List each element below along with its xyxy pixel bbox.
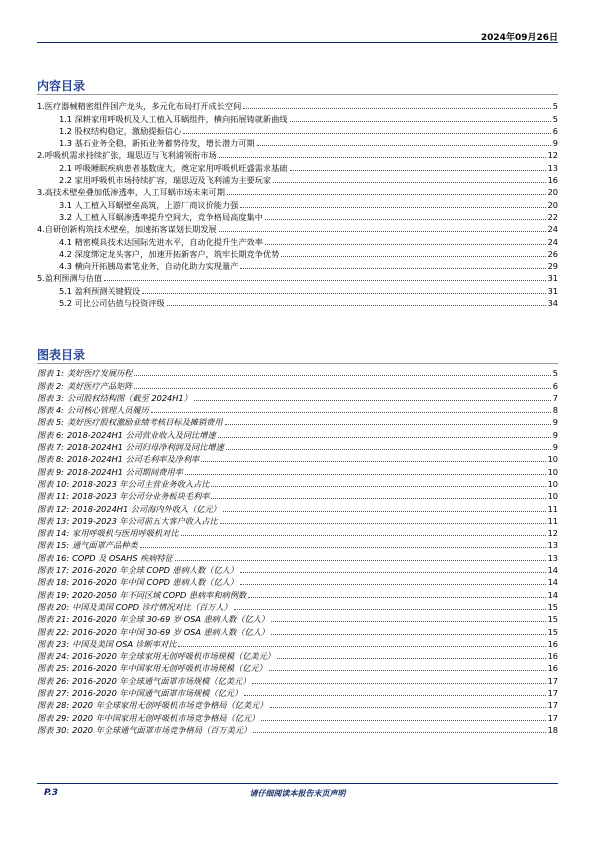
figure-entry-label[interactable]: 图表 24: bbox=[37, 651, 70, 662]
figure-entry-page[interactable]: 15 bbox=[547, 601, 558, 612]
figure-entry-label[interactable]: 图表 5: bbox=[37, 417, 64, 428]
figure-entry[interactable] bbox=[37, 698, 558, 710]
figure-entry-title[interactable]: 2018-2024H1 公司期间费用率 bbox=[66, 466, 183, 477]
dot-leader bbox=[185, 474, 546, 475]
contents-entry-title[interactable]: 5.1 盈利预测关键假设 bbox=[59, 285, 141, 296]
figure-entry[interactable] bbox=[37, 661, 558, 673]
footer-divider bbox=[37, 783, 558, 784]
dot-leader bbox=[183, 133, 551, 134]
figure-entry[interactable] bbox=[37, 673, 558, 685]
figure-entry[interactable] bbox=[37, 723, 558, 735]
contents-entry[interactable] bbox=[37, 124, 558, 136]
figure-entry-label[interactable]: 图表 4: bbox=[37, 405, 64, 416]
figure-entry-label[interactable]: 图表 23: bbox=[37, 638, 70, 649]
figure-entry-label[interactable]: 图表 1: bbox=[37, 368, 64, 379]
figure-entry[interactable] bbox=[37, 649, 558, 661]
figure-entry-title[interactable]: 2016-2020 年全球通气面罩市场规模（亿美元） bbox=[72, 675, 251, 686]
dot-leader bbox=[140, 547, 546, 548]
figures-title: 图表目录 bbox=[37, 348, 86, 362]
figure-entry-title[interactable]: 2020-2050 年不同区域 COPD 患病率和病例数 bbox=[72, 589, 247, 600]
figure-entry-page[interactable]: 7 bbox=[552, 392, 558, 403]
figure-entry-label[interactable]: 图表 18: bbox=[37, 577, 70, 588]
figure-entry-label[interactable]: 图表 6: bbox=[37, 429, 64, 440]
figure-entry-title[interactable]: 美好医疗发展历程 bbox=[66, 368, 133, 379]
figure-entry-page[interactable]: 17 bbox=[547, 688, 558, 699]
figure-entry[interactable] bbox=[37, 587, 558, 599]
figure-entry-page[interactable]: 9 bbox=[552, 442, 558, 453]
figure-entry-label[interactable]: 图表 25: bbox=[37, 663, 70, 674]
dot-leader bbox=[151, 412, 551, 413]
contents-entry-page[interactable]: 20 bbox=[547, 187, 558, 198]
dot-leader bbox=[290, 121, 551, 122]
contents-entry-page[interactable]: 24 bbox=[547, 236, 558, 247]
dot-leader bbox=[167, 305, 546, 306]
figure-entry-page[interactable]: 5 bbox=[552, 368, 558, 379]
contents-entry-page[interactable]: 16 bbox=[547, 175, 558, 186]
dot-leader bbox=[269, 670, 546, 671]
contents-entry-page[interactable]: 9 bbox=[552, 138, 558, 149]
figure-entry-label[interactable]: 图表 2: bbox=[37, 380, 64, 391]
figure-entry-page[interactable]: 16 bbox=[547, 638, 558, 649]
figure-entry[interactable] bbox=[37, 391, 558, 403]
dot-leader bbox=[134, 375, 550, 376]
dot-leader bbox=[253, 732, 545, 733]
figure-entry-label[interactable]: 图表 20: bbox=[37, 601, 70, 612]
figure-entry-title[interactable]: 中国及美国 OSA 诊断率对比 bbox=[72, 638, 177, 649]
figure-entry-title[interactable]: 2020 年全球通气面罩市场竞争格局（百万美元） bbox=[72, 724, 252, 735]
figure-entry[interactable] bbox=[37, 477, 558, 489]
figure-entry-label[interactable]: 图表 10: bbox=[37, 478, 70, 489]
contents-entry-title[interactable]: 5.盈利预测与估值 bbox=[37, 273, 103, 284]
contents-entry-page[interactable]: 5 bbox=[552, 101, 558, 112]
figure-entry[interactable] bbox=[37, 427, 558, 439]
contents-entry-title[interactable]: 4.2 深度绑定龙头客户，加速开拓新客户，筑牢长期竞争优势 bbox=[59, 248, 280, 259]
header-divider bbox=[37, 42, 558, 43]
figure-entry-page[interactable]: 10 bbox=[547, 491, 558, 502]
contents-title: 内容目录 bbox=[37, 79, 86, 93]
contents-entry-title[interactable]: 1.1 深耕家用呼吸机及人工植入耳蜗组件，横向拓展铸就新曲线 bbox=[59, 113, 288, 124]
dot-leader bbox=[270, 707, 546, 708]
contents-list bbox=[37, 99, 558, 308]
figure-entry-page[interactable]: 14 bbox=[547, 589, 558, 600]
figure-entry-label[interactable]: 图表 13: bbox=[37, 515, 70, 526]
dot-leader bbox=[265, 219, 546, 220]
figure-entry-title[interactable]: 家用呼吸机与医用呼吸机对比 bbox=[72, 528, 179, 539]
figure-entry[interactable] bbox=[37, 452, 558, 464]
figure-entry[interactable] bbox=[37, 710, 558, 722]
figure-entry-title[interactable]: 通气面罩产品种类 bbox=[72, 540, 138, 551]
dot-leader bbox=[194, 400, 551, 401]
figure-entry-label[interactable]: 图表 30: bbox=[37, 724, 70, 735]
contents-entry-title[interactable]: 2.1 呼吸睡眠疾病患者基数庞大，奠定家用呼吸机旺盛需求基础 bbox=[59, 162, 288, 173]
contents-entry-title[interactable]: 4.3 横向开拓胰岛素笔业务，自动化助力实现量产 bbox=[59, 261, 239, 272]
dot-leader bbox=[225, 424, 551, 425]
figure-entry-page[interactable]: 14 bbox=[547, 577, 558, 588]
figure-entry[interactable] bbox=[37, 378, 558, 390]
figure-entry-label[interactable]: 图表 26: bbox=[37, 675, 70, 686]
figure-entry-title[interactable]: 2018-2024H1 公司营业收入及同比增速 bbox=[66, 429, 216, 440]
contents-entry-page[interactable]: 6 bbox=[552, 125, 558, 136]
figure-entry-page[interactable]: 11 bbox=[547, 515, 558, 526]
figure-entry-page[interactable]: 17 bbox=[547, 712, 558, 723]
dot-leader bbox=[104, 280, 545, 281]
figure-entry-label[interactable]: 图表 11: bbox=[37, 491, 70, 502]
contents-entry-title[interactable]: 3.高技术壁垒叠加低渗透率，人工耳蜗市场未来可期 bbox=[37, 187, 225, 198]
figure-entry-title[interactable]: 2016-2020 年中国通气面罩市场规模（亿元） bbox=[72, 688, 243, 699]
figure-entry-title[interactable]: 2019-2023 年公司前五大客户收入占比 bbox=[72, 515, 218, 526]
dot-leader bbox=[252, 683, 545, 684]
contents-entry-page[interactable]: 31 bbox=[547, 285, 558, 296]
contents-entry-page[interactable]: 24 bbox=[547, 224, 558, 235]
figure-entry-title[interactable]: 2016-2020 年全球 COPD 患病人数（亿人） bbox=[72, 565, 239, 576]
figure-entry-title[interactable]: 2016-2020 年中国 30-69 岁 OSA 患病人数（亿人） bbox=[72, 626, 270, 637]
contents-entry-title[interactable]: 3.2 人工植入耳蜗渗透率提升空间大，竞争格局高度集中 bbox=[59, 211, 263, 222]
figure-entry[interactable] bbox=[37, 489, 558, 501]
contents-entry[interactable] bbox=[37, 259, 558, 271]
figure-entry-page[interactable]: 9 bbox=[552, 417, 558, 428]
figure-entry[interactable] bbox=[37, 575, 558, 587]
figure-entry-label[interactable]: 图表 17: bbox=[37, 565, 70, 576]
figure-entry[interactable] bbox=[37, 526, 558, 538]
figure-entry-title[interactable]: 中国及美国 COPD 诊疗情况对比（百万人） bbox=[72, 601, 232, 612]
figure-entry-title[interactable]: COPD 及 OSAHS 疾病特征 bbox=[72, 552, 173, 563]
dot-leader bbox=[181, 535, 546, 536]
figure-entry-page[interactable]: 16 bbox=[547, 651, 558, 662]
figure-entry-page[interactable]: 16 bbox=[547, 663, 558, 674]
dot-leader bbox=[218, 437, 551, 438]
figure-entry[interactable] bbox=[37, 686, 558, 698]
dot-leader bbox=[248, 597, 545, 598]
figure-entry-title[interactable]: 2018-2023 年公司主营业务收入占比 bbox=[72, 478, 210, 489]
dot-leader bbox=[175, 560, 546, 561]
figure-entry[interactable] bbox=[37, 612, 558, 624]
contents-entry-page[interactable]: 5 bbox=[552, 113, 558, 124]
figure-entry[interactable] bbox=[37, 501, 558, 513]
contents-entry[interactable] bbox=[37, 271, 558, 283]
figure-entry-label[interactable]: 图表 21: bbox=[37, 614, 70, 625]
contents-entry-page[interactable]: 31 bbox=[547, 273, 558, 284]
figure-entry-label[interactable]: 图表 8: bbox=[37, 454, 64, 465]
contents-entry-page[interactable]: 20 bbox=[547, 199, 558, 210]
figure-entry-page[interactable]: 9 bbox=[552, 429, 558, 440]
contents-entry[interactable] bbox=[37, 136, 558, 148]
dot-leader bbox=[240, 584, 546, 585]
figure-entry-label[interactable]: 图表 12: bbox=[37, 503, 70, 514]
figure-entry[interactable] bbox=[37, 415, 558, 427]
contents-entry-title[interactable]: 3.1 人工植入耳蜗壁垒高筑，上游厂商议价能力强 bbox=[59, 199, 239, 210]
figure-entry-title[interactable]: 2018-2024H1 公司归母净利润及同比增速 bbox=[66, 442, 224, 453]
dot-leader bbox=[240, 268, 545, 269]
figure-entry-title[interactable]: 2018-2024H1 公司海内外收入（亿元） bbox=[72, 503, 221, 514]
dot-leader bbox=[134, 388, 550, 389]
contents-entry[interactable] bbox=[37, 160, 558, 172]
dot-leader bbox=[219, 157, 546, 158]
figure-entry-label[interactable]: 图表 7: bbox=[37, 442, 64, 453]
contents-entry-title[interactable]: 1.医疗器械精密组件国产龙头，多元化布局打开成长空间 bbox=[37, 101, 242, 112]
figure-entry-title[interactable]: 公司核心管理人员履历 bbox=[66, 405, 149, 416]
dot-leader bbox=[201, 461, 545, 462]
figure-entry-title[interactable]: 2016-2020 年中国家用无创呼吸机市场规模（亿元） bbox=[72, 663, 267, 674]
figure-entry-page[interactable]: 14 bbox=[547, 565, 558, 576]
figure-entry-label[interactable]: 图表 28: bbox=[37, 700, 70, 711]
figure-entry-title[interactable]: 2020 年中国家用无创呼吸机市场竞争格局（亿元） bbox=[72, 712, 260, 723]
contents-entry-page[interactable]: 34 bbox=[547, 298, 558, 309]
contents-entry[interactable] bbox=[37, 222, 558, 234]
contents-entry-title[interactable]: 4.1 精密模具技术达国际先进水平，自动化提升生产效率 bbox=[59, 236, 263, 247]
figures-list bbox=[37, 366, 558, 735]
contents-entry-title[interactable]: 4.自研创新构筑技术壁垒，加速拓客谋划长期发展 bbox=[37, 224, 217, 235]
dot-leader bbox=[226, 449, 551, 450]
contents-entry[interactable] bbox=[37, 197, 558, 209]
dot-leader bbox=[223, 511, 546, 512]
contents-entry[interactable] bbox=[37, 185, 558, 197]
figure-entry-page[interactable]: 13 bbox=[547, 540, 558, 551]
page-number: P.3 bbox=[44, 788, 58, 798]
figure-entry-label[interactable]: 图表 15: bbox=[37, 540, 70, 551]
figure-entry[interactable] bbox=[37, 514, 558, 526]
figure-entry-title[interactable]: 2016-2020 年全球 30-69 岁 OSA 患病人数（亿人） bbox=[72, 614, 270, 625]
dot-leader bbox=[271, 621, 545, 622]
contents-entry-title[interactable]: 2.呼吸机需求持续扩张，瑞思迈与飞利浦领衔市场 bbox=[37, 150, 217, 161]
figure-entry-page[interactable]: 12 bbox=[547, 528, 558, 539]
figure-entry[interactable] bbox=[37, 600, 558, 612]
dot-leader bbox=[281, 256, 545, 257]
dot-leader bbox=[220, 523, 546, 524]
figure-entry[interactable] bbox=[37, 403, 558, 415]
contents-entry-title[interactable]: 5.2 可比公司估值与投资评级 bbox=[59, 298, 165, 309]
figure-entry-title[interactable]: 2018-2024H1 公司毛利率及净利率 bbox=[66, 454, 200, 465]
figure-entry[interactable] bbox=[37, 624, 558, 636]
figure-entry-title[interactable]: 美好医疗产品矩阵 bbox=[66, 380, 133, 391]
figure-entry-page[interactable]: 10 bbox=[547, 478, 558, 489]
figure-entry[interactable] bbox=[37, 440, 558, 452]
figure-entry[interactable] bbox=[37, 538, 558, 550]
contents-entry-page[interactable]: 26 bbox=[547, 248, 558, 259]
figure-entry-page[interactable]: 15 bbox=[547, 626, 558, 637]
figure-entry[interactable] bbox=[37, 550, 558, 562]
dot-leader bbox=[219, 231, 546, 232]
dot-leader bbox=[211, 486, 545, 487]
figure-entry-page[interactable]: 6 bbox=[552, 380, 558, 391]
contents-entry[interactable] bbox=[37, 111, 558, 123]
contents-entry-page[interactable]: 13 bbox=[547, 162, 558, 173]
dot-leader bbox=[142, 293, 545, 294]
dot-leader bbox=[240, 572, 546, 573]
figure-entry-label[interactable]: 图表 16: bbox=[37, 552, 70, 563]
figure-entry-page[interactable]: 13 bbox=[547, 552, 558, 563]
report-date: 2024年09月26日 bbox=[480, 33, 558, 43]
dot-leader bbox=[243, 108, 550, 109]
figure-entry[interactable] bbox=[37, 563, 558, 575]
figure-entry-label[interactable]: 图表 14: bbox=[37, 528, 70, 539]
figure-entry-label[interactable]: 图表 27: bbox=[37, 688, 70, 699]
figures-divider bbox=[37, 363, 558, 364]
figure-entry-label[interactable]: 图表 22: bbox=[37, 626, 70, 637]
contents-entry-title[interactable]: 1.3 基石业务全稳，新拓业务蓄势待发，增长潜力可期 bbox=[59, 138, 255, 149]
figure-entry[interactable] bbox=[37, 366, 558, 378]
contents-entry[interactable] bbox=[37, 234, 558, 246]
dot-leader bbox=[265, 244, 546, 245]
contents-entry-title[interactable]: 2.2 家用呼吸机市场持续扩容，瑞思迈及飞利浦为主要玩家 bbox=[59, 175, 272, 186]
figure-entry-page[interactable]: 10 bbox=[547, 466, 558, 477]
figure-entry-page[interactable]: 18 bbox=[547, 724, 558, 735]
dot-leader bbox=[211, 498, 545, 499]
contents-entry[interactable] bbox=[37, 173, 558, 185]
figure-entry-page[interactable]: 10 bbox=[547, 454, 558, 465]
contents-entry-page[interactable]: 22 bbox=[547, 211, 558, 222]
dot-leader bbox=[277, 658, 546, 659]
figure-entry-label[interactable]: 图表 3: bbox=[37, 392, 64, 403]
dot-leader bbox=[271, 634, 545, 635]
contents-entry[interactable] bbox=[37, 247, 558, 259]
contents-entry[interactable] bbox=[37, 210, 558, 222]
figure-entry-page[interactable]: 17 bbox=[547, 675, 558, 686]
contents-entry[interactable] bbox=[37, 283, 558, 295]
figure-entry-title[interactable]: 2020 年全球家用无创呼吸机市场竞争格局（亿美元） bbox=[72, 700, 268, 711]
figure-entry-page[interactable]: 17 bbox=[547, 700, 558, 711]
dot-leader bbox=[178, 646, 545, 647]
dot-leader bbox=[257, 145, 551, 146]
figure-entry-title[interactable]: 公司股权结构图（截至 2024H1） bbox=[66, 392, 192, 403]
figure-entry-label[interactable]: 图表 19: bbox=[37, 589, 70, 600]
figure-entry-title[interactable]: 2016-2020 年中国 COPD 患病人数（亿人） bbox=[72, 577, 239, 588]
dot-leader bbox=[244, 695, 545, 696]
figure-entry-label[interactable]: 图表 29: bbox=[37, 712, 70, 723]
figure-entry-title[interactable]: 2018-2023 年公司分业务板块毛利率 bbox=[72, 491, 210, 502]
figure-entry-title[interactable]: 美好医疗股权激励业绩考核目标及摊销费用 bbox=[66, 417, 223, 428]
contents-entry[interactable] bbox=[37, 99, 558, 111]
figure-entry-page[interactable]: 11 bbox=[547, 503, 558, 514]
figure-entry-label[interactable]: 图表 9: bbox=[37, 466, 64, 477]
contents-entry[interactable] bbox=[37, 296, 558, 308]
dot-leader bbox=[227, 194, 546, 195]
contents-divider bbox=[37, 94, 558, 95]
dot-leader bbox=[261, 720, 545, 721]
figure-entry-page[interactable]: 8 bbox=[552, 405, 558, 416]
figure-entry[interactable] bbox=[37, 637, 558, 649]
figure-entry[interactable] bbox=[37, 464, 558, 476]
dot-leader bbox=[290, 170, 546, 171]
figure-entry-page[interactable]: 15 bbox=[547, 614, 558, 625]
contents-entry[interactable] bbox=[37, 148, 558, 160]
contents-entry-page[interactable]: 12 bbox=[547, 150, 558, 161]
figure-entry-title[interactable]: 2016-2020 年全球家用无创呼吸机市场规模（亿美元） bbox=[72, 651, 275, 662]
dot-leader bbox=[240, 207, 545, 208]
dot-leader bbox=[234, 609, 546, 610]
contents-entry-page[interactable]: 29 bbox=[547, 261, 558, 272]
dot-leader bbox=[273, 182, 545, 183]
disclaimer-note: 请仔细阅读本报告末页声明 bbox=[249, 789, 346, 798]
contents-entry-title[interactable]: 1.2 股权结构稳定，激励提振信心 bbox=[59, 125, 182, 136]
